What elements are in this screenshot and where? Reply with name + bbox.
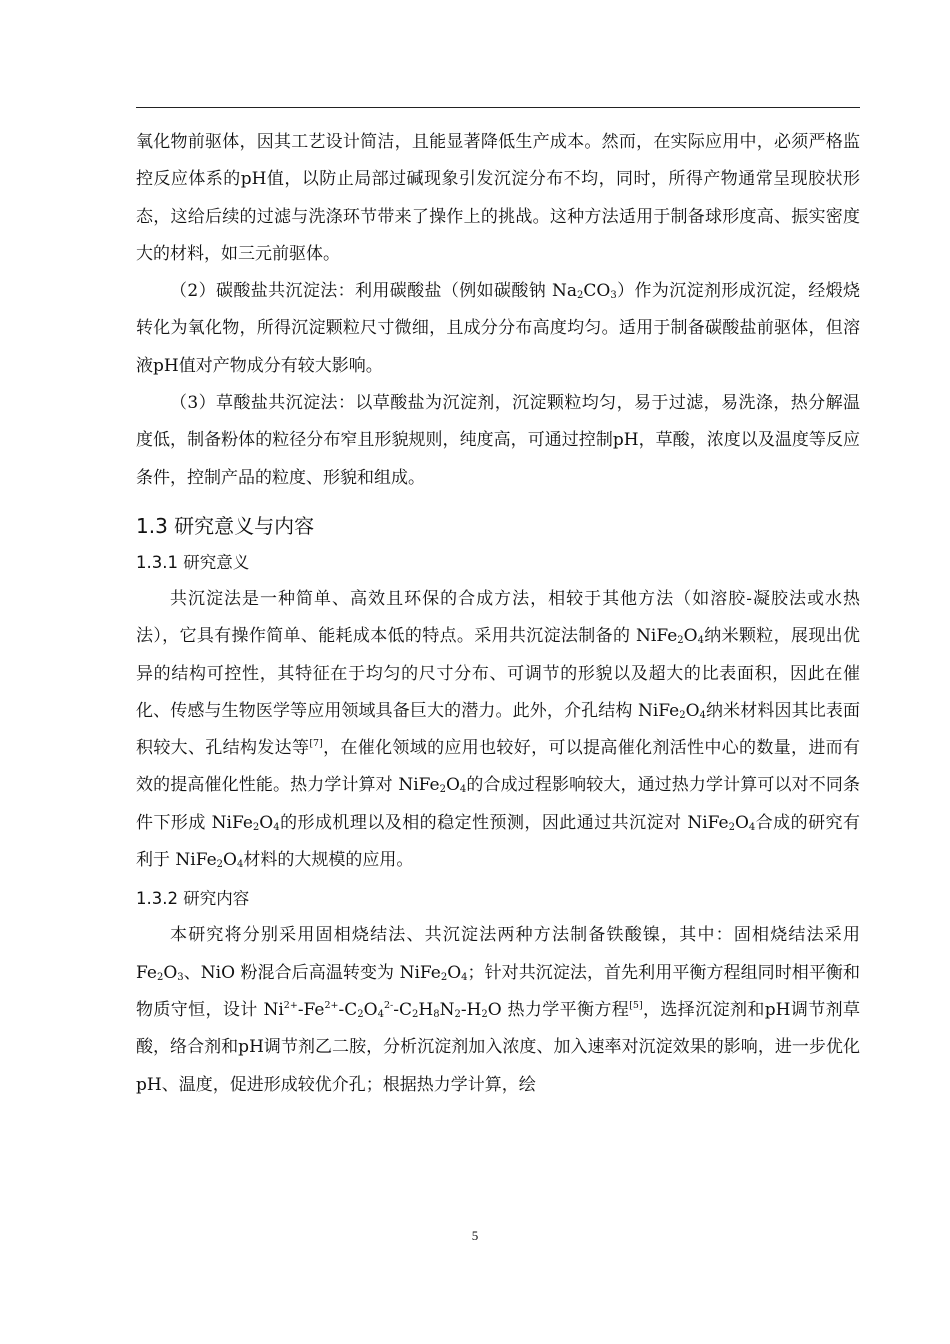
citation-5: [5]	[629, 999, 643, 1011]
section-heading-1-3-1: 1.3.1 研究意义	[136, 552, 250, 572]
citation-7: [7]	[309, 738, 323, 750]
paragraph-oxalate: （3）草酸盐共沉淀法：以草酸盐为沉淀剂，沉淀颗粒均匀，易于过滤，易洗涤，热分解温度低，制备粉体的粒径分布窄且形貌规则，纯度高，可通过控制pH，草酸，浓度以及温度等反应条件，控制产品的粒度、形貌和组成。	[136, 393, 860, 488]
page-number: 5	[471, 1228, 479, 1243]
paragraph-carbonate: （2）碳酸盐共沉淀法：利用碳酸盐（例如碳酸钠 $Na_2CO_3$）作为沉淀剂形成沉淀，经煅烧转化为氧化物，所得沉淀颗粒尺寸微细，且成分分布高度均匀。适用于制备碳酸盐前驱体，但溶液pH值对产物成分有较大影响。	[136, 281, 861, 376]
paragraph-significance: 共沉淀法是一种简单、高效且环保的合成方法，相较于其他方法（如溶胶-凝胶法或水热法），它具有操作简单、能耗成本低的特点。采用共沉淀法制备的 $NiFe_2O_4$纳米颗粒，展现出优异的结构可控性，其特征在于均匀的尺寸分布、可调节的形貌以及超大的比表面积，因此在催化、传感与生物医学等应用领域具备巨大的潜力。此外，介孔结构 $NiFe_2O_4$纳米材料因其比表面积较大、孔结构发达等[7]，在催化领域的应用也较好，可以提高催化剂活性中心的数量，进而有效的提高催化性能。热力学计算对 $NiFe_2O_4$的合成过程影响较大，通过热力学计算可以对不同条件下形成 $NiFe_2O_4$的形成机理以及相的稳定性预测，因此通过共沉淀对 $NiFe_2O_4$合成的研究有利于 $NiFe_2O_4$材料的大规模的应用。	[136, 588, 861, 871]
section-heading-1-3: 1.3 研究意义与内容	[136, 513, 315, 538]
paragraph-precursor: 氧化物前驱体，因其工艺设计简洁，且能显著降低生产成本。然而，在实际应用中，必须严格监控反应体系的pH值，以防止局部过碱现象引发沉淀分布不均，同时，所得产物通常呈现胶状形态，这给后续的过滤与洗涤环节带来了操作上的挑战。这种方法适用于制备球形度高、振实密度大的材料，如三元前驱体。	[136, 132, 860, 264]
header-rule	[136, 107, 860, 108]
paragraph-content: 本研究将分别采用固相烧结法、共沉淀法两种方法制备铁酸镍，其中：固相烧结法采用 $Fe_2O_3$、NiO 粉混合后高温转变为 $NiFe_2O_4$；针对共沉淀法，首先利用平衡方程组同时相平衡和物质守恒，设计 $Ni^{2+}-Fe^{2+}-C_2O_4^{2-}-C_2H_8N_2-H_2O$ 热力学平衡方程[5]，选择沉淀剂和pH调节剂草酸，络合剂和pH调节剂乙二胺，分析沉淀剂加入浓度、加入速率对沉淀效果的影响，进一步优化pH、温度，促进形成较优介孔；根据热力学计算，绘	[136, 925, 861, 1095]
page-body	[136, 124, 860, 1104]
section-heading-1-3-2: 1.3.2 研究内容	[136, 889, 250, 909]
